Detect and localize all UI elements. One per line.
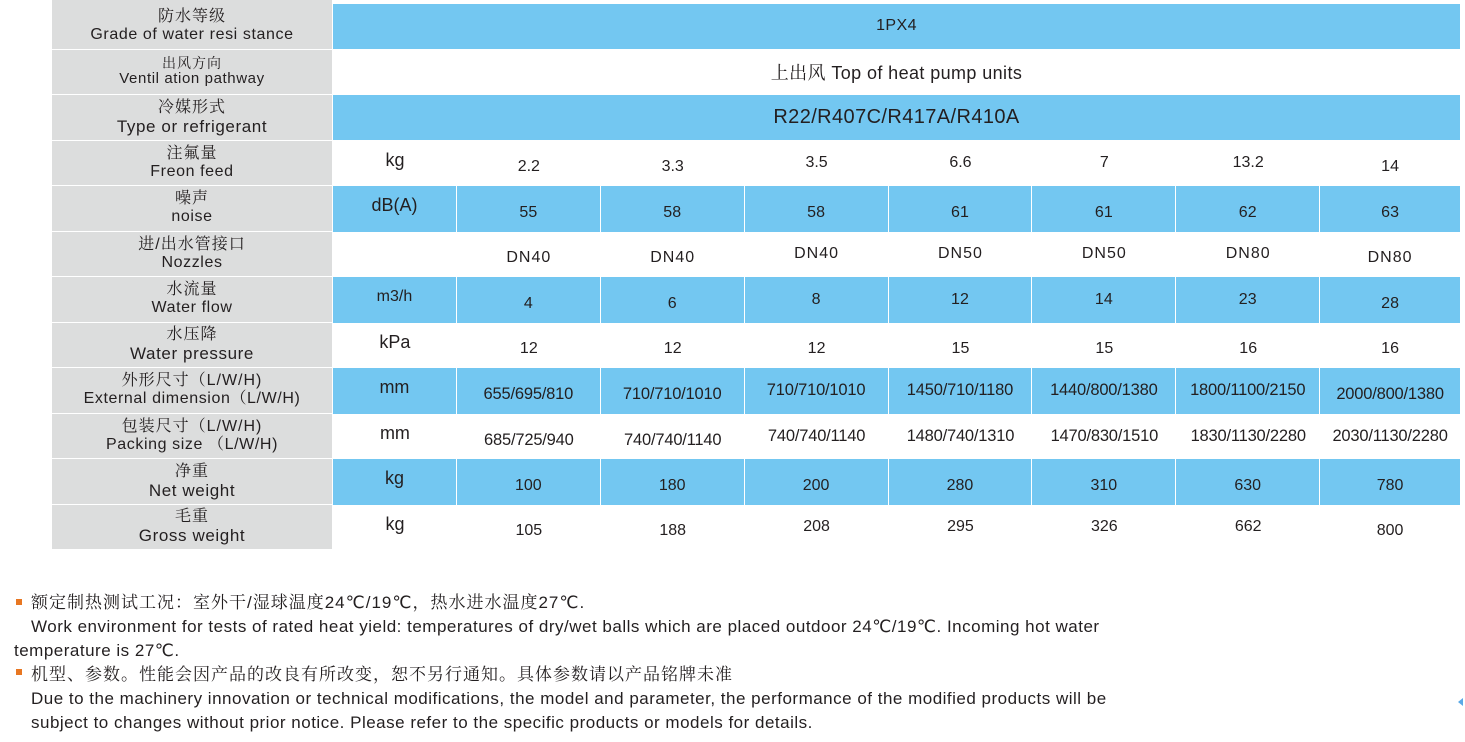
footnote-en-line: subject to changes without prior notice. Please refer to the specific products or models for details. [31,713,813,732]
unit-cell [333,232,457,278]
value-cell: 295 [947,518,974,536]
unit-cell: kPa [379,331,411,352]
value-cell: 685/725/940 [484,430,574,449]
value-cell: 662 [1234,518,1262,536]
row-label-en: Water pressure [130,344,254,364]
unit-cell: dB(A) [333,186,457,232]
row-label [52,141,332,187]
row-label [52,186,332,232]
value-cell: 7 [1099,154,1109,172]
row-label-cn: 包装尺寸（L/W/H) [121,417,263,435]
value-cell: DN40 [506,249,552,267]
value-cell: 100 [457,459,601,505]
table-row-ventilation [52,50,1460,96]
row-label-cn: 水压降 [166,326,218,344]
span-value: 上出风 Top of heat pump units [770,63,1023,84]
value-cell: 1440/800/1380 [1032,368,1176,414]
table-row-packing-size [52,414,1460,460]
value-cell: 710/710/1010 [745,368,889,414]
value-cell: 6.6 [949,154,972,172]
footnotes [14,591,1394,735]
row-label-cn: 净重 [174,462,209,480]
table-row-gross-weight [52,505,1460,551]
value-cell: 12 [663,340,682,358]
row-label-en: Nozzles [161,253,223,271]
value-cell: 12 [807,340,826,358]
table-row-refrigerant [52,95,1460,141]
table-row-water-resistance [52,4,1460,50]
value-cell: 58 [745,186,889,232]
value-cell: 12 [889,277,1033,323]
value-cell: 16 [1239,340,1258,358]
row-label-cn: 冷媒形式 [157,98,226,116]
row-data [333,459,1460,505]
value-cell: DN80 [1225,245,1271,263]
row-data [333,277,1460,323]
row-label [52,368,332,414]
value-cell: 3.3 [661,158,684,176]
orange-bullet-icon [16,599,22,605]
table-row-nozzles [52,232,1460,278]
row-label-cn: 水流量 [166,281,218,299]
footnote-test-conditions [14,591,1394,663]
row-label-cn: 进/出水管接口 [138,235,246,253]
row-label [52,50,332,96]
value-cell: 1800/1100/2150 [1176,368,1320,414]
row-label [52,95,332,141]
row-label-cn: 噪声 [174,190,209,208]
value-cell: 1450/710/1180 [889,368,1033,414]
table-row-water-pressure [52,323,1460,369]
unit-cell: kg [385,149,405,170]
row-label-cn: 外形尺寸（L/W/H) [121,372,263,390]
value-cell: 800 [1376,522,1404,540]
row-label [52,232,332,278]
value-cell: 1470/830/1510 [1050,426,1159,445]
value-cell: 2.2 [517,158,540,176]
value-cell: DN50 [1081,245,1127,263]
value-cell: 105 [515,522,543,540]
value-cell: 326 [1090,518,1118,536]
value-cell: 655/695/810 [457,368,601,414]
value-cell: 14 [1032,277,1176,323]
row-label-cn: 注氟量 [166,144,218,162]
value-cell: 6 [601,277,745,323]
row-data [333,4,1460,50]
value-cell: DN40 [794,245,840,263]
table-row-net-weight [52,459,1460,505]
value-cell: 16 [1381,340,1399,358]
value-cell: 4 [457,277,601,323]
value-cell: 2030/1130/2280 [1332,426,1448,445]
footnote-cn: 机型、参数。性能会因产品的改良有所改变，恕不另行通知。具体参数请以产品铭牌未准 [31,665,733,684]
value-cell: 180 [601,459,745,505]
unit-cell: mm [333,368,457,414]
value-cell: 630 [1176,459,1320,505]
value-cell: 8 [745,277,889,323]
row-data [333,414,1460,460]
value-cell: 280 [889,459,1033,505]
table-row-freon-feed [52,141,1460,187]
row-label [52,459,332,505]
value-cell: 15 [951,340,970,358]
value-cell: DN80 [1367,249,1413,267]
value-cell: 740/740/1140 [624,430,722,449]
unit-cell: kg [333,459,457,505]
row-label-en: Freon feed [150,162,234,180]
unit-cell: kg [385,513,405,534]
span-value: R22/R407C/R417A/R410A [773,105,1020,128]
footnote-cn: 额定制热测试工况：室外干/湿球温度24℃/19℃，热水进水温度27℃. [31,593,586,612]
value-cell: 1480/740/1310 [906,426,1015,445]
value-cell: DN50 [938,245,983,263]
row-label-en: Grade of water resi stance [90,26,294,44]
unit-cell: m3/h [333,277,457,323]
row-label-en: noise [171,208,213,226]
value-cell: 23 [1176,277,1320,323]
table-row-noise [52,186,1460,232]
value-cell: 208 [803,518,830,536]
row-label-en: Packing size （L/W/H) [105,435,279,453]
row-data [333,232,1460,278]
row-label-en: Gross weight [138,526,246,546]
row-data [333,95,1460,141]
row-label-cn: 出风方向 [162,54,222,71]
row-data [333,186,1460,232]
row-label [52,505,332,551]
row-label-en: External dimension（L/W/H) [83,390,301,408]
table-row-external-dimension [52,368,1460,414]
value-cell: 3.5 [805,154,828,172]
row-label [52,277,332,323]
footnote-en-line: temperature is 27℃. [14,641,180,660]
value-cell: 1830/1130/2280 [1190,426,1306,445]
footnote-en-line: Due to the machinery innovation or technical modifications, the model and parameter, the performance of the modified products will be [31,689,1107,708]
row-data [333,50,1460,96]
row-label-en: Net weight [148,480,236,500]
value-cell: 12 [519,340,538,358]
page-edge-arrow-icon [1458,698,1463,706]
value-cell: DN40 [650,249,696,267]
value-cell: 310 [1032,459,1176,505]
value-cell: 13.2 [1232,154,1264,172]
value-cell: 740/740/1140 [767,426,866,445]
span-value: 1PX4 [876,17,917,35]
row-label-en: Type or refrigerant [116,116,268,136]
row-label [52,414,332,460]
row-label-en: Ventil ation pathway [119,70,265,88]
value-cell: 55 [457,186,601,232]
value-cell: 710/710/1010 [601,368,745,414]
row-data [333,368,1460,414]
table-row-water-flow [52,277,1460,323]
value-cell: 62 [1176,186,1320,232]
footnote-disclaimer [14,663,1394,735]
value-cell: 28 [1381,294,1399,312]
row-label-en: Water flow [151,299,233,317]
row-label [52,323,332,369]
row-data [333,323,1460,369]
spec-table [52,0,1460,550]
value-cell: 61 [1032,186,1176,232]
unit-cell: mm [379,422,410,443]
value-cell: 61 [889,186,1033,232]
row-label-cn: 毛重 [174,508,209,526]
row-label [52,4,332,50]
value-cell: 63 [1381,203,1399,221]
value-cell: 188 [659,522,687,540]
value-cell: 2000/800/1380 [1336,385,1444,404]
value-cell: 15 [1095,340,1114,358]
footnote-en-line: Work environment for tests of rated heat yield: temperatures of dry/wet balls which are placed outdoor 24℃/19℃. Incoming hot water [31,617,1100,636]
row-data [333,505,1460,551]
row-data [333,141,1460,187]
value-cell: 14 [1381,158,1399,176]
value-cell: 200 [745,459,889,505]
orange-bullet-icon [16,669,22,675]
row-label-cn: 防水等级 [157,8,226,26]
value-cell: 58 [601,186,745,232]
value-cell: 780 [1376,476,1404,494]
